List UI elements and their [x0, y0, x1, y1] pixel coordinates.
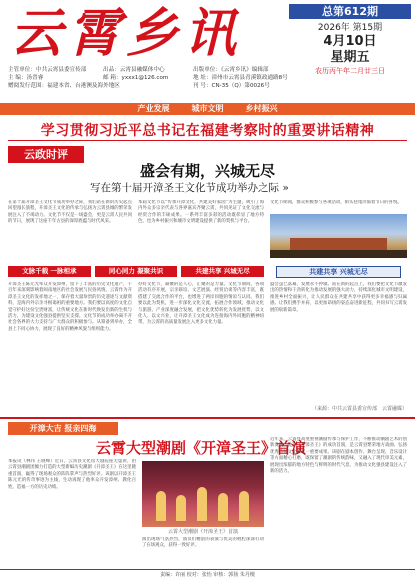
issue-info-box: [289, 4, 411, 76]
article-title[interactable]: 盛会有期，兴城无尽: [140, 162, 276, 180]
article-column: 演出现场气氛热烈，演员们精湛的表演与优美的唱腔深深打动了在场观众，获得一致好评。: [142, 537, 264, 549]
article-column: 在第十届开漳圣王文化节成功举办之际，我们站在新的历史起点回望漫长旅程，开漳圣王文化的传承与弘扬为云霄县城的繁荣发展注入了不竭动力。文化节不仅是一场盛会，更是云霄人民共同的节日，展现了这座千年古县的深厚底蕴与时代风采。: [8, 200, 132, 225]
photo-figure: [218, 493, 228, 521]
pubinfo-cell: 刊 号：CN-35（Q）第0026号: [193, 83, 270, 89]
issue-lunar-date: 农历丙午年二月廿三日: [315, 67, 385, 75]
photo-figure: [197, 487, 207, 521]
masthead: [0, 0, 415, 88]
subheading: 共建共享 兴城无尽: [181, 266, 264, 277]
divider: [0, 417, 415, 419]
pubinfo-cell: 赠阅发行范围：福建本省、台港澳及海外地区: [8, 83, 120, 89]
slogan: 城市文明: [191, 104, 224, 113]
pubinfo-row: [8, 74, 288, 82]
photo-figure: [239, 491, 249, 521]
publication-info: [8, 66, 288, 90]
headline: 学习贯彻习近平总书记在福建考察时的重要讲话精神: [40, 123, 375, 139]
article-title[interactable]: 云霄大型潮剧《开漳圣王》首演: [96, 439, 307, 457]
photo-caption: 云霄大型潮剧《开漳圣王》首演: [167, 529, 238, 535]
pubinfo-row: [8, 82, 288, 90]
pubinfo-cell: 主 编：汤晋睿: [8, 75, 44, 81]
pubinfo-row: [8, 66, 288, 74]
article-subtitle[interactable]: 写在第十届开漳圣王文化节成功举办之际 »: [90, 182, 289, 194]
pubinfo-cell: 出品：云霄县融媒体中心: [103, 67, 165, 73]
subheading: 同心同力 凝聚共识: [95, 266, 178, 277]
article-column: 文化节期间，群众积极参与各项活动，街头巷尾洋溢着节日的喜悦。: [270, 200, 402, 205]
article-column: 本届文化节以“传承开漳文化，共建美好家园”为主题，吸引了海内外众多宗亲代表与各界嘉宾齐聚云霄，共同见证了文化交流与经贸合作的丰硕成果。一系列丰富多彩的活动既彰显了地方特色，也为乡村振兴和城市文明建设提供了新的契机与平台。: [138, 200, 264, 225]
photo-figure: [156, 491, 166, 521]
section-tag: 开漳大吉 报亲四海: [8, 422, 118, 435]
section-tag: 云政时评: [8, 146, 84, 163]
page-footer: 责编：许丽 校对：张怡 审核：郭扬 朱丹檀: [0, 569, 415, 580]
article-column: 本报讯（林伟 王晓峰）近日，云霄县文化馆大剧院座无虚席，由云霄县潮剧团倾力打造的大型新编历史潮剧《开漳圣王》在这里隆重首演，赢得了现场观众的阵阵掌声与热烈好评。该剧以开漳圣王陈元光的传奇事迹为主线，生动再现了他率众开发漳州、教化百姓、造福一方的历史功绩。: [8, 459, 136, 490]
newspaper-logo: 云霄乡讯: [10, 3, 243, 64]
article-column: 盛会虽已落幕，发展永不停歇。站在新的起点上，我们要把文化节激发出的热情和干劲转化为推动发展的强大动力，持续深化城市文明建设，推进乡村全面振兴，让人民群众在共建共享中获得更多幸福感与归属感。让我们携手并肩，以更加昂扬的姿态奋进新征程，共同书写云霄发展的崭新篇章。: [270, 282, 407, 313]
slogan: 产业发展: [137, 104, 170, 113]
article-byline: （来源：中共云霄县委宣传部 云霄融媒）: [311, 406, 407, 412]
issue-weekday: 星期五: [330, 50, 370, 65]
article-column: 近年来，云霄县高度重视潮剧传承与保护工作，不断推动潮剧艺术的创新发展。此次《开漳圣王》的成功首演，是云霄县繁荣地方戏曲、弘扬优秀传统文化的又一重要成果。该剧在剧本创作、舞台呈现、音乐设计等方面精心打磨，既保留了潮剧的传统韵味，又融入了现代审美元素，展现出浓郁的地方特色与鲜明的时代气息，为推动文化强县建设注入了新的活力。: [270, 437, 407, 475]
subheading: 文脉千载 一脉相承: [8, 266, 91, 277]
photo-figure: [176, 495, 186, 521]
pubinfo-cell: 出版单位：《云霄乡讯》编辑部: [193, 67, 269, 73]
pubinfo-cell: 邮 箱：yxxx1@126.com: [103, 75, 169, 81]
subheading: 共建共享 兴城无尽: [276, 266, 401, 278]
article-column: 开漳圣王陈元光率众开发漳州，留下了丰富的历史文化遗产，千百年来深刻影响着闽南地区的社会发展与民俗风情。云霄作为开漳圣王文化的发祥地之一，保存着大量珍贵的历史遗迹与文献资料，是海内外宗亲寻根谒祖的重要地方。我们要以高度的文化自觉守护好这份宝贵财富，让传统文化在新时代焕发出新的生机与活力，为建设文化强县提供坚实支撑。文化节的成功举办离不开社会各界的大力支持与广大群众的积极参与。从筹备到举办，全县上下同心协力，展现了良好的精神风貌与组织能力。: [8, 282, 132, 332]
photo-crowd: [270, 250, 407, 258]
pubinfo-cell: 地 址：漳州市云霄县青溪镇政通路8号: [193, 75, 288, 81]
issue-total-number: 总第612期: [289, 4, 411, 19]
festival-photo: [270, 214, 407, 258]
slogan-band: [0, 103, 415, 115]
issue-number: 2026年 第15期: [317, 23, 383, 33]
article-column: 办好文化节，凝聚的是人心，汇聚的是力量。文化节期间，各项活动有序开展，宗亲联谊、文艺展演、经贸洽谈等内容丰富，既搭建了交流合作的平台，也增进了两岸同胞的情谊与认同。我们要以此为契机，进一步深化文化交流，拓展合作领域，推动文化与旅游、产业深度融合发展，把文化优势转化为发展优势，以文化人、以文兴业，让开漳圣王文化成为连接海内外同胞的精神纽带，为云霄的高质量发展注入更多文化力量。: [138, 282, 264, 326]
pubinfo-cell: 主管单位：中共云霄县委宣传部: [8, 67, 87, 73]
opera-photo: [142, 461, 264, 527]
issue-month-day: 4月10日: [323, 34, 377, 49]
divider: [8, 140, 407, 141]
slogan: 乡村振兴: [245, 104, 278, 113]
subheading-row: [8, 266, 264, 277]
